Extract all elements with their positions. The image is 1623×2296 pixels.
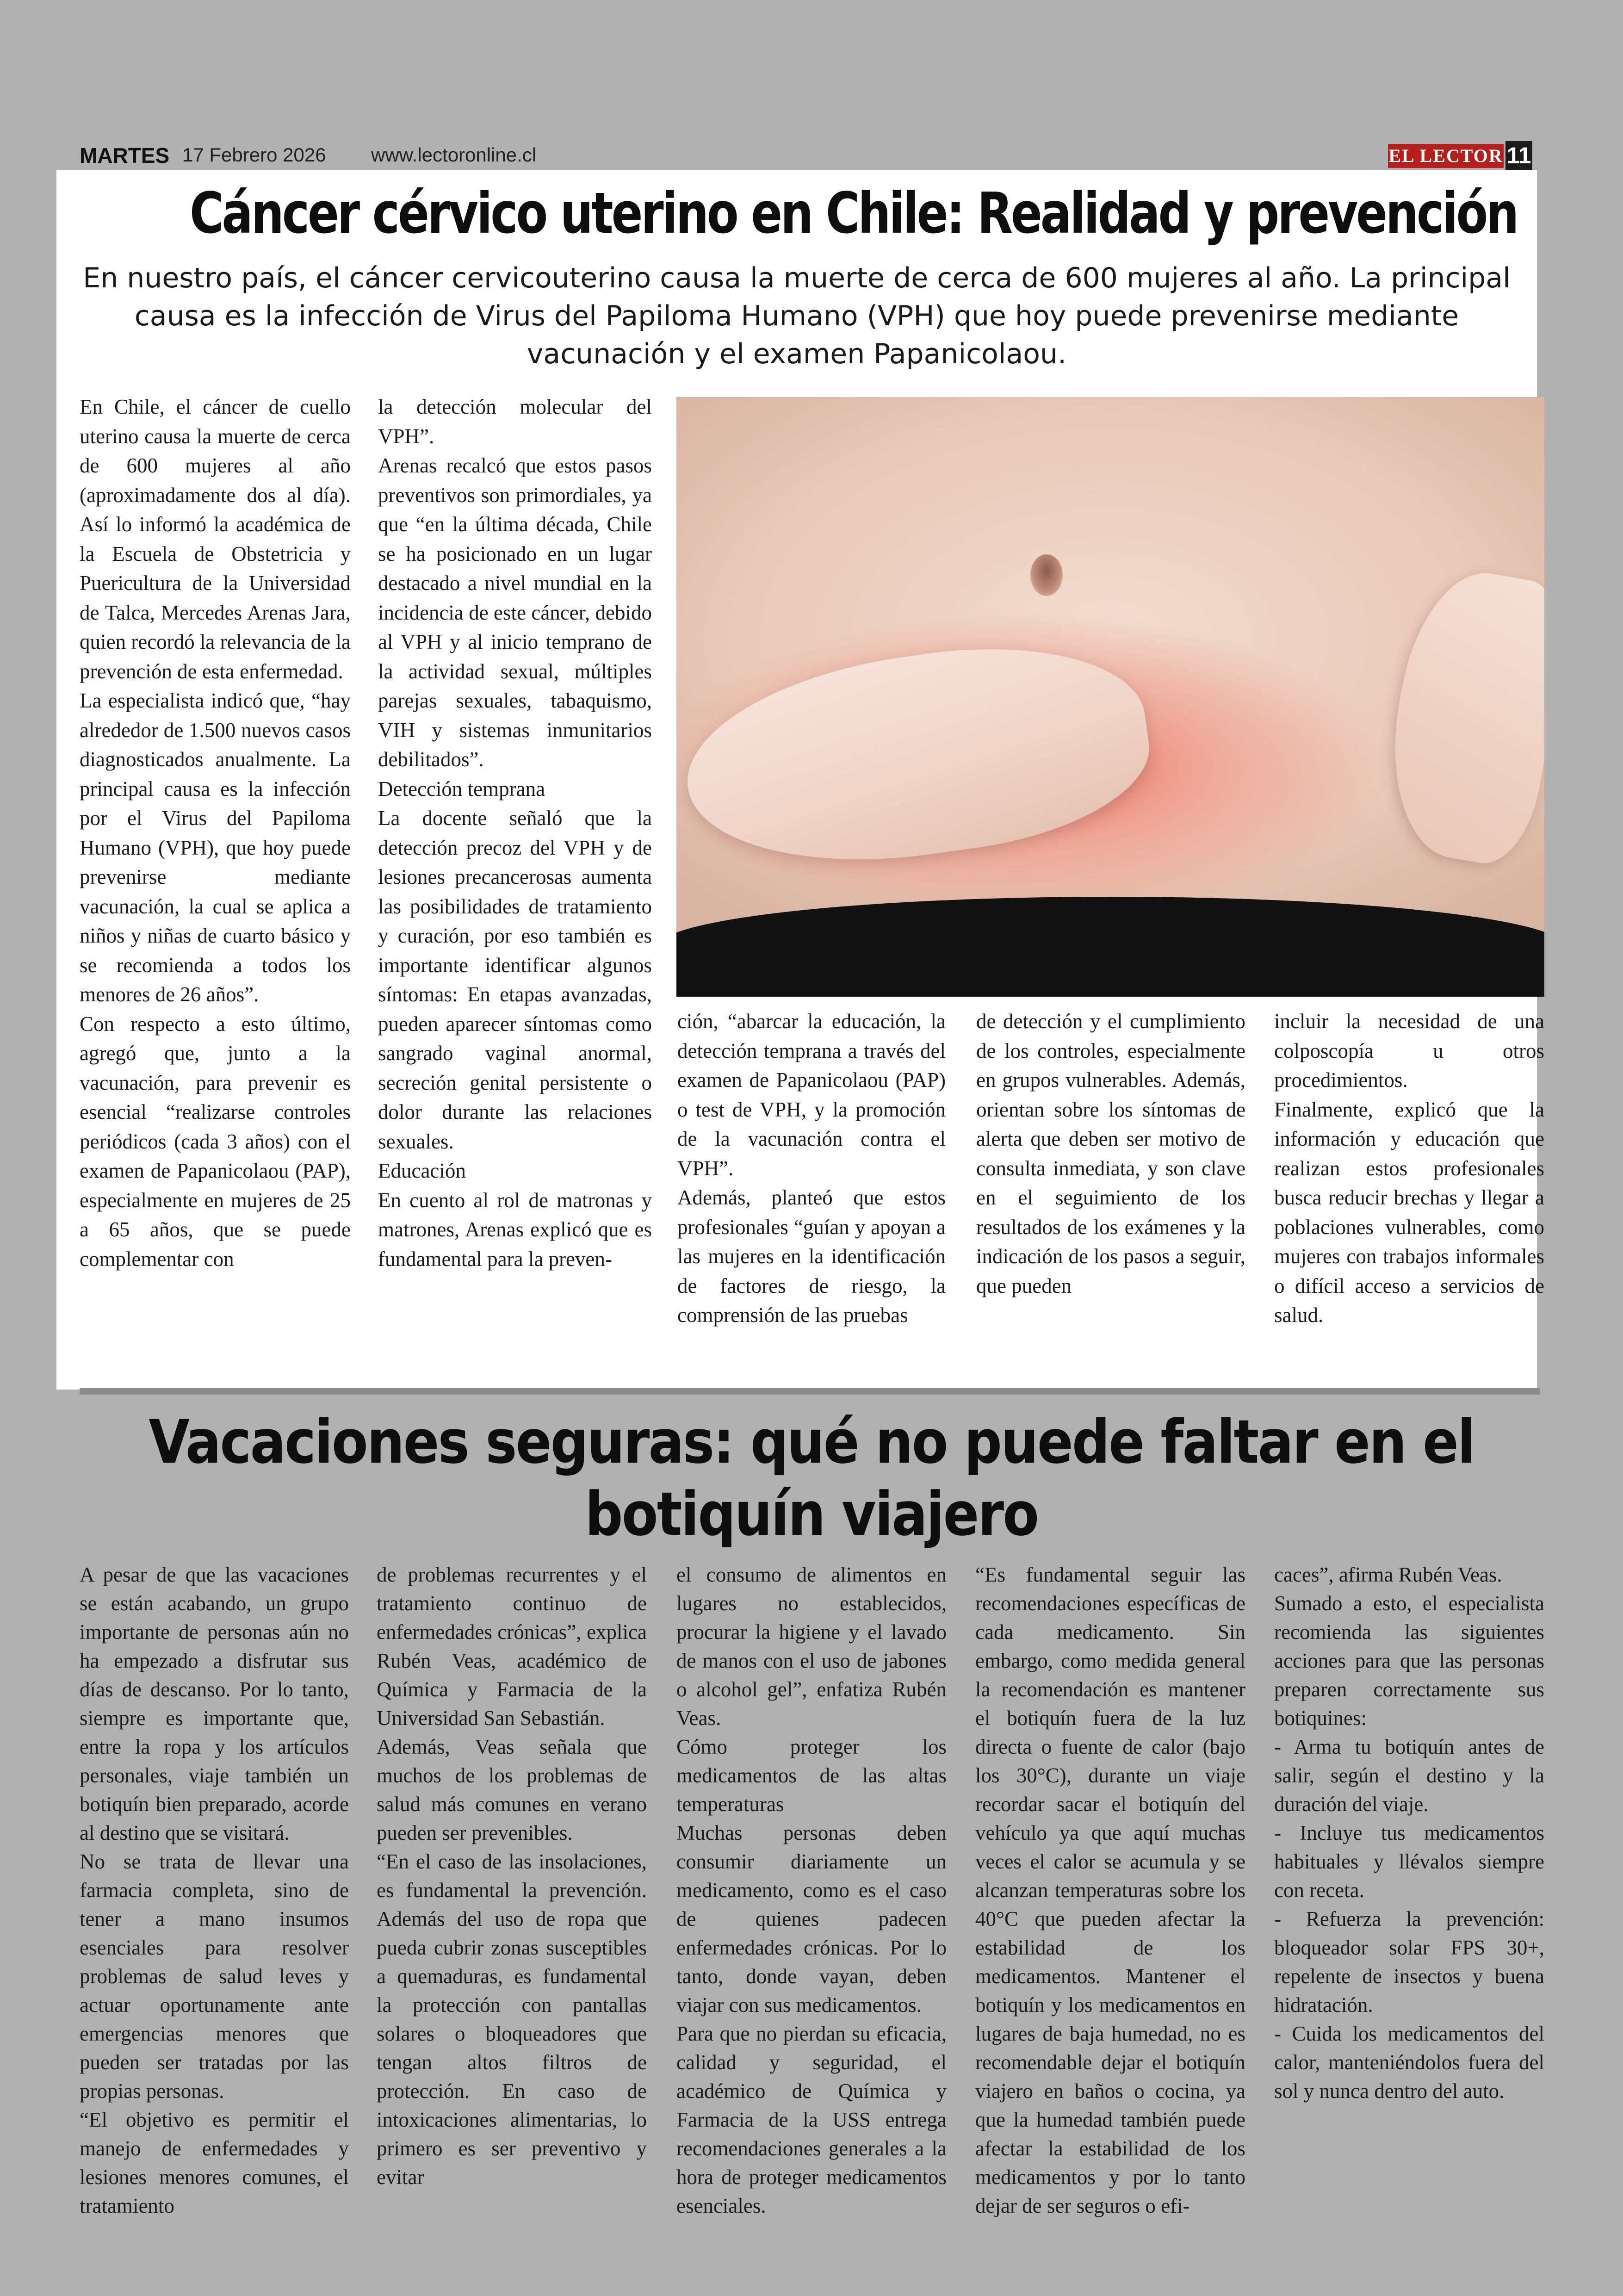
paragraph: “En el caso de las insolaciones, es fundamental la prevención. Además del uso de ropa que pueda cubrir zonas susceptibles a quemaduras, es fundamental la protección con pantallas solares o bloqueadores que tengan altos filtros de protección. En caso de intoxicaciones alimentarias, lo primero es ser preventivo y evitar [377, 1850, 647, 2189]
list-item: - Arma tu botiquín antes de salir, según el destino y la duración del viaje. [1274, 1735, 1544, 1816]
article2-column-1 [80, 1560, 349, 2220]
photo-detail [676, 625, 1160, 887]
section-divider [80, 1388, 1540, 1395]
photo-detail [676, 897, 1544, 997]
paragraph: incluir la necesidad de una colposcopía u otros procedimientos. [1274, 1010, 1544, 1092]
article-photo-abdomen [676, 397, 1544, 997]
paragraph: No se trata de llevar una farmacia completa, sino de tener a mano insumos esenciales para resolver problemas de salud leves y actuar oportunamente ante emergencias menores que pueden ser tratadas por las propias personas. [80, 1850, 349, 2103]
header-url[interactable]: www.lectoronline.cl [371, 144, 537, 166]
paragraph: de detección y el cumplimiento de los controles, especialmente en grupos vulnerables. Además, orientan sobre los síntomas de alerta que deben ser motivo de consulta inmediata, y son clave en el seguimiento de los resultados de los exámenes y la indicación de los pasos a seguir, que pueden [976, 1010, 1245, 1297]
article-column-4 [976, 1007, 1245, 1301]
article-column-1 [80, 392, 351, 1274]
article2-column-2 [377, 1560, 647, 2191]
article2-column-5 [1274, 1560, 1544, 2105]
article2-column-4 [975, 1560, 1245, 2220]
paragraph: La docente señaló que la detección precoz del VPH y de lesiones precancerosas aumenta las posibilidades de tratamiento y curación, por eso también es importante identificar algunos síntomas: En etapas avanzadas, pueden aparecer síntomas como sangrado vaginal anormal, secreción genital persistente o dolor durante las relaciones sexuales. [378, 807, 652, 1153]
paragraph: “El objetivo es permitir el manejo de enfermedades y lesiones menores comunes, el tratamiento [80, 2108, 349, 2217]
paragraph: Sumado a esto, el especialista recomienda las siguientes acciones para que las personas preparen correctamente sus botiquines: [1274, 1592, 1544, 1730]
article-column-2 [378, 392, 652, 1274]
header-day: MARTES [80, 143, 170, 168]
paragraph: Finalmente, explicó que la información y educación que realizan estos profesionales busca reducir brechas y llegar a poblaciones vulnerables, como mujeres con trabajos informales o difícil acceso a servicios de salud. [1274, 1098, 1544, 1327]
paragraph: Además, planteó que estos profesionales “guían y apoyan a las mujeres en la identificación de factores de riesgo, la comprensión de las pruebas [677, 1186, 946, 1327]
subheading: Educación [378, 1159, 466, 1182]
paragraph: “Es fundamental seguir las recomendaciones específicas de cada medicamento. Sin embargo, como medida general la recomendación es mantener el botiquín fuera de la luz directa o fuente de calor (bajo los 30°C), durante un viaje recordar sacar el botiquín del vehículo ya que aquí muchas veces el calor se acumula y se alcanzan temperaturas sobre los 40°C que pueden afectar la estabilidad de los medicamentos. Mantener el botiquín y los medicamentos en lugares de baja humedad, no es recomendable dejar el botiquín viajero en baños o cocina, ya que la humedad también puede afectar la estabilidad de los medicamentos y por lo tanto dejar de ser seguros o efi- [975, 1563, 1245, 2217]
paragraph: A pesar de que las vacaciones se están acabando, un grupo importante de personas aún no ha empezado a disfrutar sus días de descanso. Por lo tanto, siempre es importante que, entre la ropa y los artículos personales, viaje también un botiquín bien preparado, acorde al destino que se visitará. [80, 1563, 349, 1844]
page-number: 11 [1505, 141, 1532, 170]
paragraph: caces”, afirma Rubén Veas. [1274, 1563, 1502, 1586]
subheading: Detección temprana [378, 777, 545, 800]
paragraph: Para que no pierdan su eficacia, calidad y seguridad, el académico de Química y Farmacia de la USS entrega recomendaciones generales a la hora de proteger medicamentos esenciales. [676, 2022, 947, 2217]
paragraph: de problemas recurrentes y el tratamiento continuo de enfermedades crónicas”, explica Rubén Veas, académico de Química y Farmacia de la Universidad San Sebastián. [377, 1563, 647, 1730]
paragraph: la detección molecular del VPH”. [378, 395, 652, 448]
paragraph: ción, “abarcar la educación, la detección temprana a través del examen de Papanicolaou (PAP) o test de VPH, y la promoción de la vacunación contra el VPH”. [677, 1010, 946, 1180]
list-item: - Cuida los medicamentos del calor, manteniéndolos fuera del sol y nunca dentro del auto. [1274, 2022, 1544, 2103]
article-title: Cáncer cérvico uterino en Chile: Realidad y prevención [190, 180, 1518, 246]
article2-column-3 [676, 1560, 947, 2220]
photo-detail [1375, 562, 1544, 871]
paragraph: Muchas personas deben consumir diariamente un medicamento, como es el caso de quienes padecen enfermedades crónicas. Por lo tanto, donde vayan, deben viajar con sus medicamentos. [676, 1821, 947, 2017]
newspaper-logo: EL LECTOR [1388, 144, 1504, 168]
photo-detail [1030, 554, 1063, 596]
paragraph: Con respecto a esto último, agregó que, junto a la vacunación, para prevenir es esencial “realizarse controles periódicos (cada 3 años) con el examen de Papanicolaou (PAP), especialmente en mujeres de 25 a 65 años, que se puede complementar con [80, 1012, 351, 1271]
paragraph: el consumo de alimentos en lugares no establecidos, procurar la higiene y el lavado de manos con el uso de jabones o alcohol gel”, enfatiza Rubén Veas. [676, 1563, 947, 1730]
list-item: - Incluye tus medicamentos habituales y llévalos siempre con receta. [1274, 1821, 1544, 1902]
list-item: - Refuerza la prevención: bloqueador solar FPS 30+, repelente de insectos y buena hidratación. [1274, 1907, 1544, 2017]
article-lead: En nuestro país, el cáncer cervicouterino causa la muerte de cerca de 600 mujeres al año. La principal causa es la infección de Virus del Papiloma Humano (VPH) que hoy puede prevenirse mediante vacunación y el examen Papanicolaou. [83, 262, 1511, 370]
article-column-3 [677, 1007, 946, 1330]
paragraph: Además, Veas señala que muchos de los problemas de salud más comunes en verano pueden ser prevenibles. [377, 1735, 647, 1844]
article-title-botiquin: Vacaciones seguras: qué no puede faltar en el botiquín viajero [149, 1407, 1474, 1549]
paragraph: Arenas recalcó que estos pasos preventivos son primordiales, ya que “en la última década, Chile se ha posicionado en un lugar destacado a nivel mundial en la incidencia de este cáncer, debido al VPH y al inicio temprano de la actividad sexual, múltiples parejas sexuales, tabaquismo, VIH y sistemas inmunitarios debilitados”. [378, 454, 652, 771]
paragraph: La especialista indicó que, “hay alrededor de 1.500 nuevos casos diagnosticados anualmente. La principal causa es la infección por el Virus del Papiloma Humano (VPH), que hoy puede prevenirse mediante vacunación, la cual se aplica a niños y niñas de cuarto básico y se recomienda a todos los menores de 26 años”. [80, 689, 351, 1006]
paragraph: En Chile, el cáncer de cuello uterino causa la muerte de cerca de 600 mujeres al año (aproximadamente dos al día). Así lo informó la académica de la Escuela de Obstetricia y Puericultura de la Universidad de Talca, Mercedes Arenas Jara, quien recordó la relevancia de la prevención de esta enfermedad. [80, 395, 351, 683]
header-date: 17 Febrero 2026 [182, 144, 326, 166]
paragraph: En cuento al rol de matronas y matrones, Arenas explicó que es fundamental para la preven- [378, 1188, 652, 1271]
article-cancer-cervico-uterino [56, 170, 1544, 1390]
subheading: Cómo proteger los medicamentos de las altas temperaturas [676, 1735, 947, 1816]
article-column-5 [1274, 1007, 1544, 1330]
page-header [80, 141, 1542, 170]
